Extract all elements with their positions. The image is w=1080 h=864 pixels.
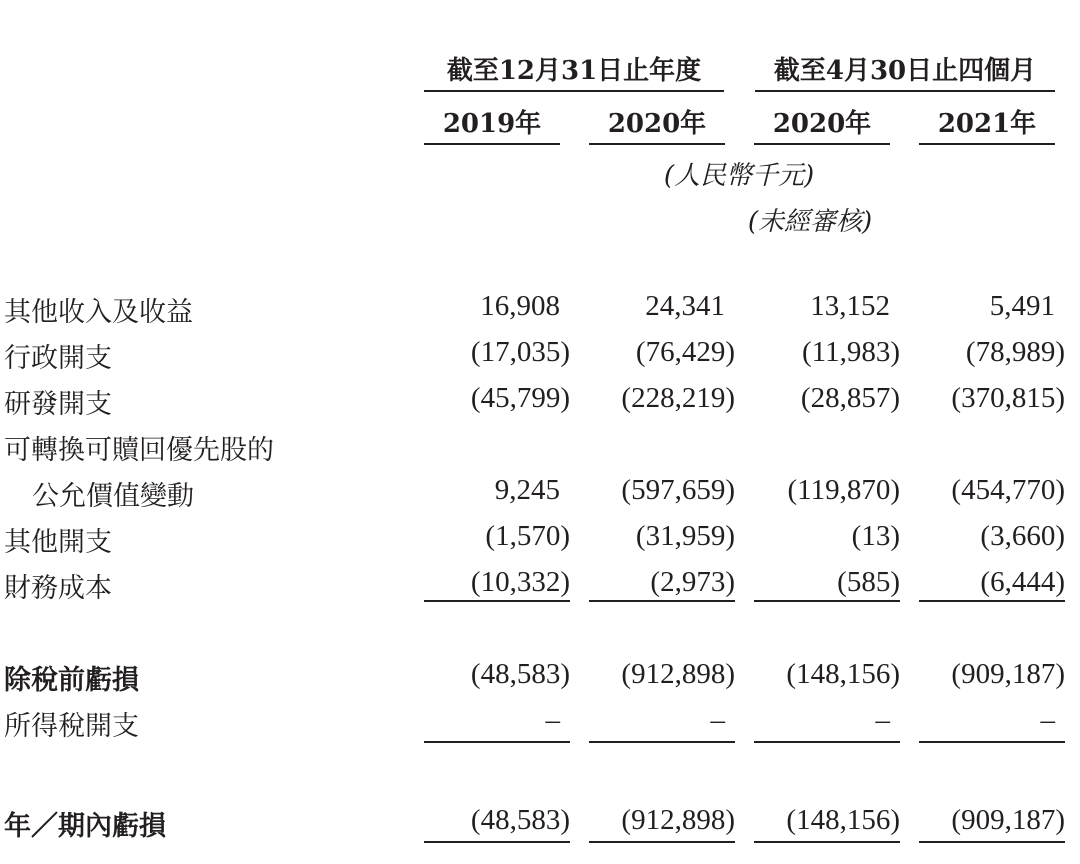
cell-finance-2020: (2,973) [650, 566, 735, 598]
row-label-other-expenses: 其他開支 [4, 527, 112, 558]
final-rule-3 [754, 841, 900, 843]
year-header-3-underline [754, 143, 890, 145]
cell-other-income-2019: 16,908 [480, 290, 560, 322]
year-header-3: 2020年 [772, 109, 872, 139]
cell-finance-2021-4m: (6,444) [980, 566, 1065, 598]
cell-other-exp-2020: (31,959) [635, 520, 735, 552]
cell-other-exp-2019: (1,570) [485, 520, 570, 552]
cell-admin-2020: (76,429) [635, 336, 735, 368]
cell-other-income-2021-4m: 5,491 [989, 290, 1055, 322]
header-group-four-months: 截至4月30日止四個月 [773, 56, 1037, 86]
year-header-1-underline [424, 143, 560, 145]
year-header-4: 2021年 [937, 109, 1037, 139]
cell-rd-2019: (45,799) [470, 382, 570, 414]
year-header-2-underline [589, 143, 725, 145]
row-label-preferred-shares-line1: 可轉換可贖回優先股的 [4, 435, 274, 466]
cell-other-exp-2020-4m: (13) [851, 520, 900, 552]
row-label-loss-for-period: 年／期內虧損 [4, 811, 166, 842]
row-label-loss-before-tax: 除稅前虧損 [4, 665, 139, 696]
cell-fair-value-2020: (597,659) [621, 474, 735, 506]
cell-tax-2020-4m: – [875, 704, 890, 736]
row-label-fair-value-changes: 公允價值變動 [32, 481, 194, 512]
subtotal-rule-2 [589, 600, 735, 602]
unit-caption: (人民幣千元) [663, 161, 815, 191]
cell-fair-value-2021-4m: (454,770) [951, 474, 1065, 506]
cell-other-income-2020-4m: 13,152 [810, 290, 890, 322]
cell-loss-2020-4m: (148,156) [786, 804, 900, 836]
total-rule-4 [919, 741, 1065, 743]
row-label-other-income: 其他收入及收益 [4, 297, 193, 328]
subtotal-rule-1 [424, 600, 570, 602]
cell-lbt-2020-4m: (148,156) [786, 658, 900, 690]
cell-rd-2020: (228,219) [621, 382, 735, 414]
final-rule-4 [919, 841, 1065, 843]
final-rule-2 [589, 841, 735, 843]
subtotal-rule-3 [754, 600, 900, 602]
row-label-finance-costs: 財務成本 [4, 573, 112, 604]
cell-lbt-2021-4m: (909,187) [951, 658, 1065, 690]
row-label-rd-expenses: 研發開支 [4, 389, 112, 420]
cell-tax-2021-4m: – [1040, 704, 1055, 736]
cell-admin-2020-4m: (11,983) [802, 336, 900, 368]
cell-admin-2021-4m: (78,989) [965, 336, 1065, 368]
cell-other-exp-2021-4m: (3,660) [980, 520, 1065, 552]
total-rule-1 [424, 741, 570, 743]
cell-lbt-2020: (912,898) [621, 658, 735, 690]
cell-loss-2019: (48,583) [470, 804, 570, 836]
cell-loss-2020: (912,898) [621, 804, 735, 836]
row-label-income-tax: 所得稅開支 [4, 711, 139, 742]
cell-finance-2019: (10,332) [470, 566, 570, 598]
year-header-4-underline [919, 143, 1055, 145]
year-header-1: 2019年 [442, 109, 542, 139]
final-rule-1 [424, 841, 570, 843]
header-group-year-end: 截至12月31日止年度 [446, 56, 702, 86]
unaudited-caption: (未經審核) [747, 207, 873, 237]
cell-loss-2021-4m: (909,187) [951, 804, 1065, 836]
header-group-year-end-underline [424, 90, 724, 92]
cell-fair-value-2019: 9,245 [494, 474, 560, 506]
cell-admin-2019: (17,035) [470, 336, 570, 368]
cell-tax-2020: – [710, 704, 725, 736]
cell-finance-2020-4m: (585) [837, 566, 900, 598]
row-label-admin-expenses: 行政開支 [4, 343, 112, 374]
cell-other-income-2020: 24,341 [645, 290, 725, 322]
cell-rd-2021-4m: (370,815) [951, 382, 1065, 414]
cell-rd-2020-4m: (28,857) [800, 382, 900, 414]
header-group-four-months-underline [755, 90, 1055, 92]
year-header-2: 2020年 [607, 109, 707, 139]
total-rule-2 [589, 741, 735, 743]
cell-tax-2019: – [545, 704, 560, 736]
cell-lbt-2019: (48,583) [470, 658, 570, 690]
subtotal-rule-4 [919, 600, 1065, 602]
total-rule-3 [754, 741, 900, 743]
cell-fair-value-2020-4m: (119,870) [787, 474, 900, 506]
